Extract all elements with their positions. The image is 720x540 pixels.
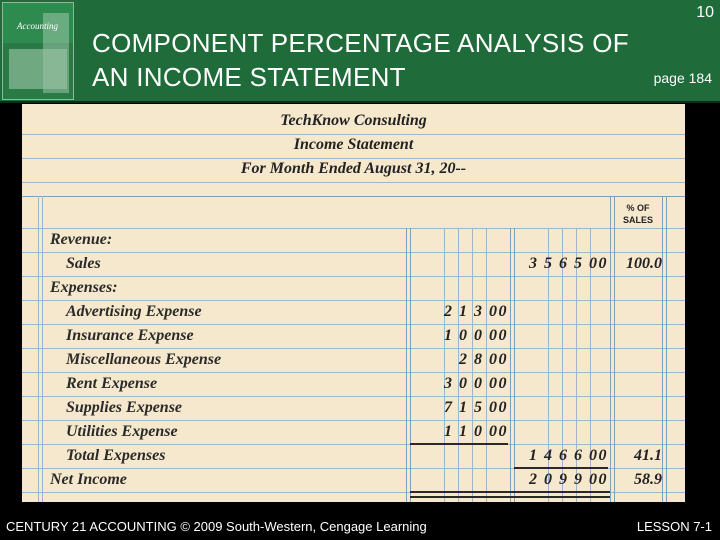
amount-sales: 3 5 6 5 00 (529, 255, 608, 272)
rule-line (22, 196, 685, 197)
row-label-insurance: Insurance Expense (66, 327, 194, 344)
rule-line (22, 300, 685, 301)
rule-line (22, 276, 685, 277)
row-label-net-income: Net Income (50, 471, 127, 488)
rule-line (22, 252, 685, 253)
pct-net-income: 58.9 (634, 471, 662, 488)
row-label-supplies: Supplies Expense (66, 399, 183, 416)
single-rule (410, 443, 508, 445)
row-label-utilities: Utilities Expense (66, 423, 178, 440)
rule-line (22, 420, 685, 421)
pct-total-expenses: 41.1 (634, 447, 662, 464)
column-line (406, 228, 407, 502)
amount-total-expenses: 1 4 6 6 00 (529, 447, 608, 464)
amount-net-income: 2 0 9 9 00 (529, 471, 608, 488)
single-rule (514, 467, 608, 469)
rule-line (22, 158, 685, 159)
rule-line (22, 348, 685, 349)
pct-header-line1: % OF (626, 203, 650, 213)
rule-line (22, 396, 685, 397)
slide-title-line1: COMPONENT PERCENTAGE ANALYSIS OF (92, 28, 629, 58)
slide-title-line2: AN INCOME STATEMENT (92, 62, 406, 92)
amount-insurance: 1 0 0 00 (444, 327, 508, 344)
row-label-sales: Sales (66, 255, 101, 272)
income-statement-form (22, 104, 685, 502)
rule-line (22, 324, 685, 325)
amount-supplies: 7 1 5 00 (444, 399, 508, 416)
pct-header-line2: SALES (622, 215, 653, 225)
row-label-expenses: Expenses: (50, 279, 118, 296)
row-label-rent: Rent Expense (66, 375, 158, 392)
slide-title (92, 26, 682, 94)
column-line (610, 196, 611, 502)
statement-period: For Month Ended August 31, 20-- (240, 160, 467, 177)
row-label-advertising: Advertising Expense (66, 303, 202, 320)
footer-lesson: LESSON 7-1 (636, 519, 712, 534)
rule-line (22, 372, 685, 373)
footer-copyright: CENTURY 21 ACCOUNTING © 2009 South-Western, Cengage Learning (6, 519, 427, 534)
slide-header (0, 0, 720, 103)
rule-line (22, 228, 685, 229)
header-divider (0, 101, 720, 103)
textbook-cover-image (2, 2, 74, 100)
column-line (42, 196, 43, 502)
cover-photo-area (9, 49, 67, 89)
double-rule-top (410, 491, 610, 493)
pct-sales: 100.0 (626, 255, 662, 272)
rule-line (22, 134, 685, 135)
percent-of-sales-header (614, 202, 662, 226)
amount-advertising: 2 1 3 00 (444, 303, 508, 320)
rule-line (22, 444, 685, 445)
row-label-miscellaneous: Miscellaneous Expense (66, 351, 222, 368)
column-line (662, 196, 663, 502)
column-line (38, 196, 39, 502)
amount-rent: 3 0 0 00 (444, 375, 508, 392)
rule-line (22, 182, 685, 183)
amount-utilities: 1 1 0 00 (444, 423, 508, 440)
slide-number: 10 (696, 4, 714, 21)
row-label-revenue: Revenue: (50, 231, 113, 248)
double-rule-bottom (410, 496, 610, 498)
cover-title: Accounting (17, 21, 58, 31)
statement-name: Income Statement (293, 136, 414, 153)
row-label-total-expenses: Total Expenses (66, 447, 166, 464)
amount-miscellaneous: 2 8 00 (459, 351, 508, 368)
company-name: TechKnow Consulting (280, 112, 427, 129)
page-reference: page 184 (653, 70, 712, 86)
column-line (666, 196, 667, 502)
column-line (510, 228, 511, 502)
